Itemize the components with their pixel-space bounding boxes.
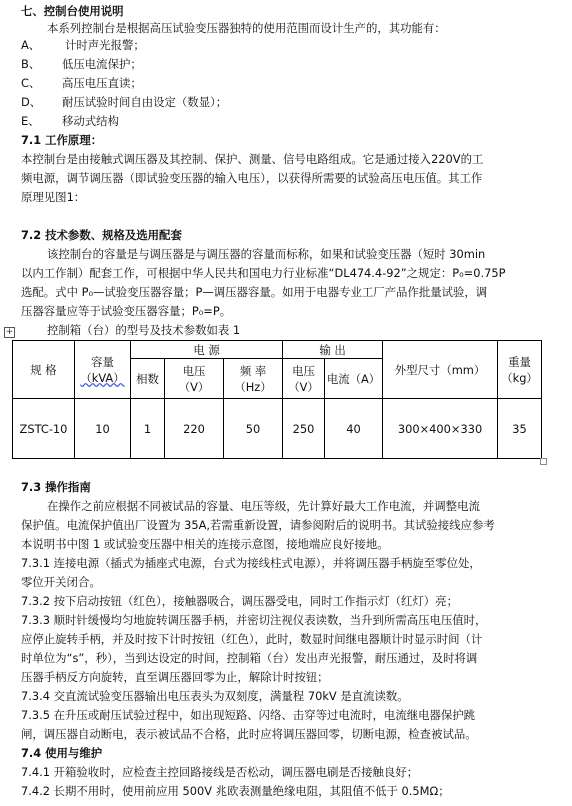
cell-model: ZSTC-10 <box>13 399 75 459</box>
cell-dimensions: 300×400×330 <box>383 399 498 459</box>
feature-text: 耐压试验时间自由设定（数显）； <box>62 95 228 109</box>
section-7-4-heading: 7.4 使用与维护 <box>21 746 103 760</box>
section-7-1-heading: 7.1 工作原理： <box>21 133 103 147</box>
paragraph-line: 7.3.5 在升压或耐压试验过程中，如出现短路、闪络、击穿等过电流时，电流继电器保护跳 <box>21 708 476 722</box>
paragraph-line: 保护值。电流保护值出厂设置为 35A,若需重新设置，请参阅附后的说明书。其试验接线应参考 <box>21 518 495 532</box>
paragraph-line: 7.4.2 长期不用时，使用前应用 500V 兆欧表测量绝缘电阻，其阻值不低于 0.5MΩ； <box>21 784 450 798</box>
paragraph-line: 压器容量应等于试验变压器容量；P₀=P。 <box>21 304 232 318</box>
table-row <box>13 399 542 459</box>
section-7-heading: 七、控制台使用说明 <box>21 4 124 18</box>
paragraph-line: 7.3.4 交直流试验变压器输出电压表头为双刻度，满量程 70kV 是直流读数。 <box>21 689 409 703</box>
cell-capacity: 10 <box>75 399 131 459</box>
feature-text: 移动式结构 <box>62 114 119 128</box>
paragraph-line: 压器手柄反方向旋转，直至调压器回零为止，解除计时按钮； <box>21 670 329 684</box>
header-output-voltage: 电压 （V） <box>283 359 325 399</box>
cell-frequency: 50 <box>224 399 283 459</box>
paragraph-line: 7.3.1 连接电源（插式为插座式电源，台式为接线柱式电源），并将调压器手柄旋至零位处， <box>21 556 481 570</box>
feature-text: 计时声光报警； <box>65 38 145 52</box>
paragraph-line: 选配。式中 P₀—试验变压器容量；P—调压器容量。如用于电器专业工厂产品作批量试验，调 <box>21 285 488 299</box>
feature-letter: A、 <box>21 38 41 52</box>
paragraph-line: 原理见图1： <box>21 190 86 204</box>
header-frequency: 频 率 （Hz） <box>224 359 283 399</box>
paragraph-line: 该控制台的容量是与调压器是与调压器的容量而标称，如果和试验变压器（短时 30min <box>47 247 486 261</box>
header-power-supply: 电 源 <box>131 341 283 359</box>
paragraph-line: 7.4.1 开箱验收时，应检查主控回路接线是否松动，调压器电刷是否接触良好； <box>21 765 419 779</box>
cell-voltage: 220 <box>165 399 224 459</box>
header-output-current: 电流（A） <box>325 359 383 399</box>
section-7-3-heading: 7.3 操作指南 <box>21 480 91 494</box>
paragraph-line: 7.3.3 顺时针缓慢均匀地旋转调压器手柄，并密切注视仪表读数，当升到所需高压电压值时， <box>21 613 487 627</box>
section-7-2-heading: 7.2 技术参数、规格及选用配套 <box>21 228 182 242</box>
header-weight: 重量 （kg） <box>498 341 542 399</box>
paragraph-line: 以内工作制）配套工作，可根据中华人民共和国电力行业标准“DL474.4-92”之规定：P₀=0.75P <box>21 266 506 280</box>
header-model: 规 格 <box>13 341 75 399</box>
paragraph-line: 应停止旋转手柄，并及时按下计时按钮（红色），此时，数显时间继电器顺计时显示时间（计 <box>21 632 483 646</box>
cell-weight: 35 <box>498 399 542 459</box>
header-phases: 相数 <box>131 359 165 399</box>
section-7-intro: 本系列控制台是根据高压试验变压器独特的使用范围而设计生产的，其功能有： <box>47 21 446 35</box>
header-voltage: 电压 （V） <box>165 359 224 399</box>
spec-table <box>12 340 542 459</box>
paragraph-line: 在操作之前应根据不同被试品的容量、电压等级，先计算好最大工作电流，并调整电流 <box>47 499 480 513</box>
cell-phases: 1 <box>131 399 165 459</box>
table-move-handle-icon[interactable]: + <box>5 327 14 337</box>
header-output: 输 出 <box>283 341 383 359</box>
paragraph-line: 频电源，调节调压器（即试验变压器的输入电压），以获得所需要的试验高压电压值。其工作 <box>21 171 483 185</box>
paragraph-line: 闸，调压器自动断电，表示被试品不合格，此时应将调压器回零，切断电源，检查被试品。 <box>21 727 477 741</box>
header-capacity: 容量 （kVA） <box>75 341 131 399</box>
cell-output-current: 40 <box>325 399 383 459</box>
feature-letter: B、 <box>21 57 41 71</box>
paragraph-line: 本控制台是由接触式调压器及其控制、保护、测量、信号电路组成。它是通过接入220V的工 <box>21 152 484 166</box>
paragraph-line: 时单位为“s”，秒），当到达设定的时间，控制箱（台）发出声光报警，耐压通过，及时将调 <box>21 651 478 665</box>
feature-text: 高压电压直读； <box>62 76 142 90</box>
paragraph-line: 零位开关闭合。 <box>21 575 101 589</box>
feature-letter: C、 <box>21 76 41 90</box>
cell-output-voltage: 250 <box>283 399 325 459</box>
paragraph-line: 7.3.2 按下启动按钮（红色），接触器吸合，调压器受电，同时工作指示灯（红灯）亮； <box>21 594 458 608</box>
feature-letter: E、 <box>21 114 40 128</box>
feature-letter: D、 <box>21 95 42 109</box>
paragraph-line: 本说明书中图 1 或试验变压器中相关的连接示意图，接地端应良好接地。 <box>21 537 389 551</box>
table-resize-handle[interactable] <box>540 458 547 465</box>
header-dimensions: 外型尺寸（mm） <box>383 341 498 399</box>
feature-text: 低压电流保护； <box>62 57 142 71</box>
table-caption: 控制箱（台）的型号及技术参数如表 1 <box>47 323 241 337</box>
